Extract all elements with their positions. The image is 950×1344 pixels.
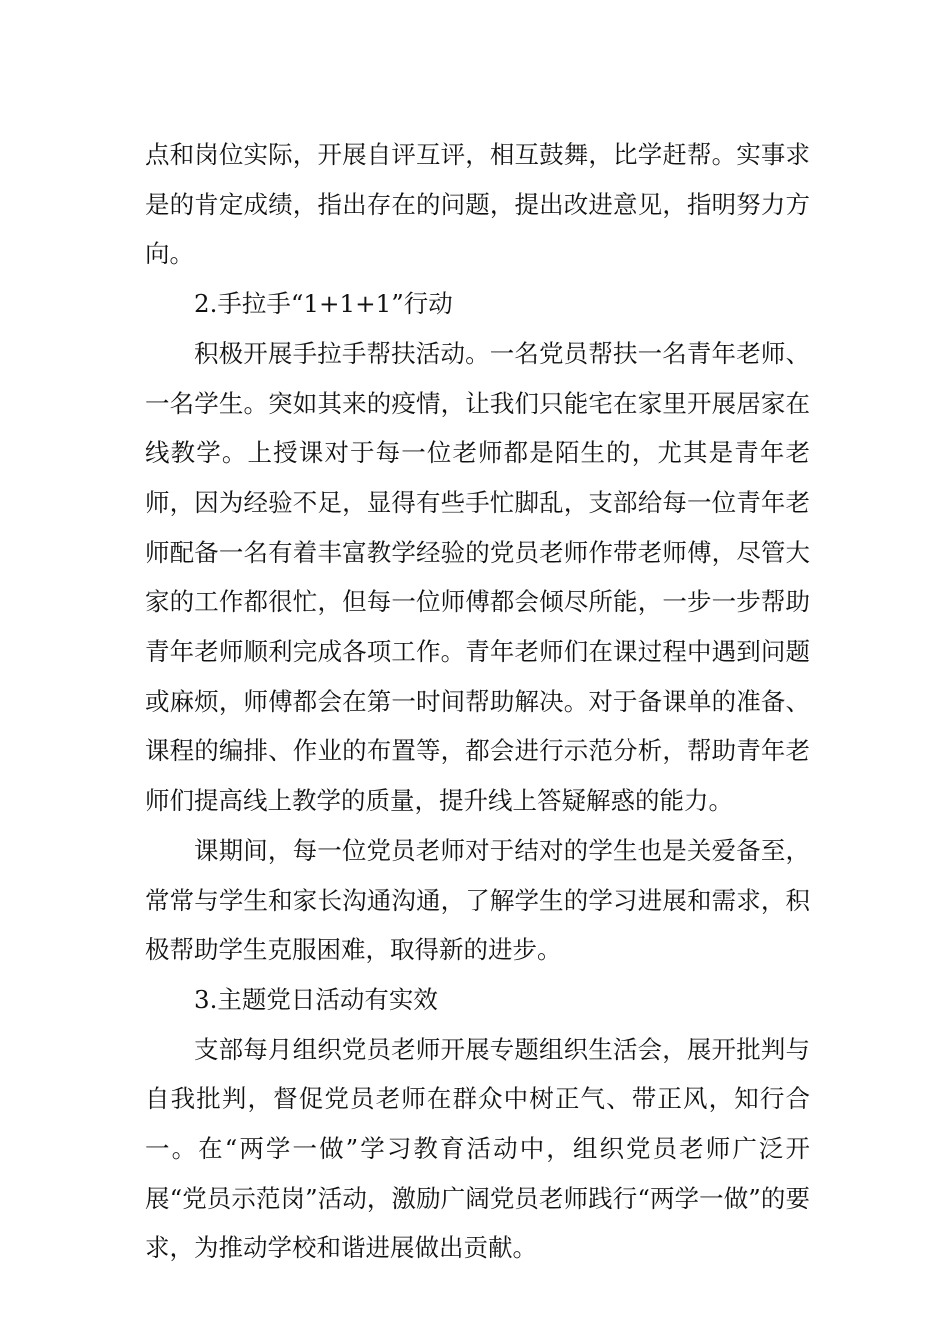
paragraph-party-day: 支部每月组织党员老师开展专题组织生活会，展开批判与自我批判，督促党员老师在群众中树正气、带正风，知行合一。在“两学一做”学习教育活动中，组织党员老师广泛开展“党员示范岗”活动，激励广阔党员老师践行“两学一做”的要求，为推动学校和谐进展做出贡献。 xyxy=(145,1034,810,1263)
document-body xyxy=(145,130,810,1273)
paragraph-mentoring: 积极开展手拉手帮扶活动。一名党员帮扶一名青年老师、一名学生。突如其来的疫情，让我们只能宅在家里开展居家在线教学。上授课对于每一位老师都是陌生的，尤其是青年老师，因为经验不足，显得有些手忙脚乱，支部给每一位青年老师配备一名有着丰富教学经验的党员老师作带老师傅，尽管大家的工作都很忙，但每一位师傅都会倾尽所能，一步一步帮助青年老师顺利完成各项工作。青年老师们在课过程中遇到问题或麻烦，师傅都会在第一时间帮助解决。对于备课单的准备、课程的编排、作业的布置等，都会进行示范分析，帮助青年老师们提高线上教学的质量，提升线上答疑解惑的能力。 xyxy=(145,338,810,816)
paragraph-student-care: 课期间，每一位党员老师对于结对的学生也是关爱备至，常常与学生和家长沟通沟通，了解学生的学习进展和需求，积极帮助学生克服困难，取得新的进步。 xyxy=(145,835,810,965)
section-heading-3: 3.主题党日活动有实效 xyxy=(194,984,438,1014)
paragraph-continuation: 点和岗位实际，开展自评互评，相互鼓舞，比学赶帮。实事求是的肯定成绩，指出存在的问题，提出改进意见，指明努力方向。 xyxy=(145,140,810,269)
section-heading-2: 2.手拉手“1+1+1”行动 xyxy=(194,289,453,319)
